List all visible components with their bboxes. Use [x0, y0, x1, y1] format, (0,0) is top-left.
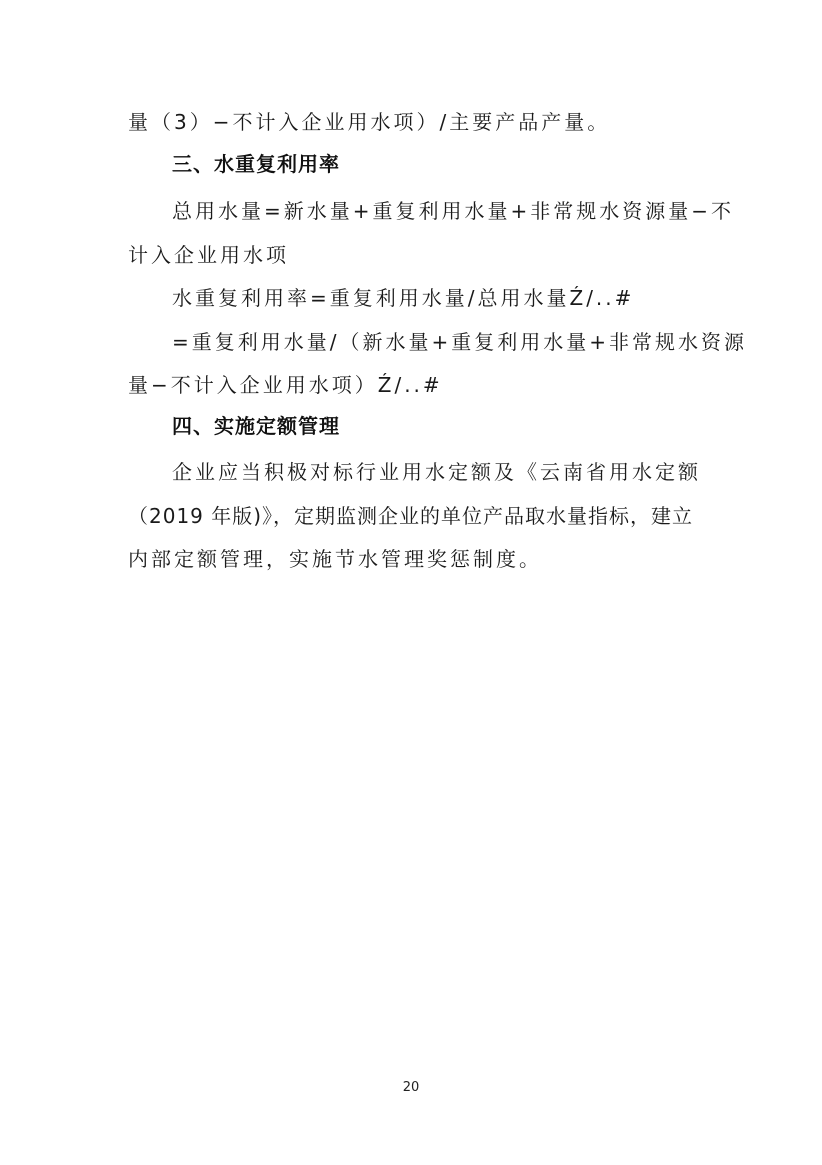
text-line-quota-3: 内部定额管理，实施节水管理奖惩制度。	[128, 547, 542, 571]
text-line-1: 量（3）−不计入企业用水项）/主要产品产量。	[128, 110, 611, 134]
section-heading-quota-management: 四、实施定额管理	[172, 414, 340, 438]
page-number: 20	[402, 1080, 420, 1095]
text-line-quota-1: 企业应当积极对标行业用水定额及《云南省用水定额	[172, 460, 701, 484]
formula-line-reuse-rate: 水重复利用率=重复利用水量/总用水量Ź/..#	[172, 286, 635, 310]
formula-line-reuse-rate-expanded: =重复利用水量/（新水量+重复利用水量+非常规水资源	[172, 330, 748, 354]
section-heading-water-reuse-rate: 三、水重复利用率	[172, 152, 340, 176]
text-line-quota-2: （2019 年版)》，定期监测企业的单位产品取水量指标，建立	[128, 504, 694, 528]
formula-line-reuse-rate-expanded-cont: 量−不计入企业用水项）Ź/..#	[128, 373, 443, 397]
text-line-total-water-cont: 计入企业用水项	[128, 243, 289, 267]
text-line-total-water: 总用水量=新水量+重复利用水量+非常规水资源量−不	[172, 199, 735, 223]
